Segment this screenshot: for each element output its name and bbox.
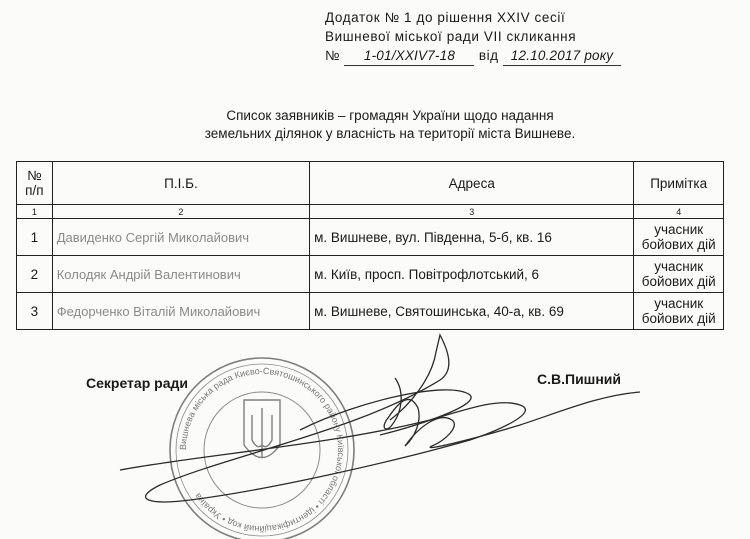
number-prefix: № [325, 48, 341, 63]
decision-date: 12.10.2017 року [503, 46, 621, 66]
decision-number: 1-01/XXIV7-18 [344, 46, 474, 66]
row-name: Давиденко Сергій Миколайович [52, 219, 309, 256]
title-line-1: Список заявників – громадян України щодо надання [226, 108, 554, 123]
signer-name: С.В.Пишний [537, 371, 622, 387]
row-address: м. Київ, просп. Повітрофлотський, 6 [310, 256, 634, 293]
row-note: учасник бойових дій [634, 293, 724, 330]
date-prefix: від [478, 48, 499, 63]
col-number-2: 2 [52, 205, 309, 219]
row-name: Колодяк Андрій Валентинович [52, 256, 309, 293]
secretary-label: Секретар ради [86, 375, 188, 391]
row-address: м. Вишневе, Святошинська, 40-а, кв. 69 [310, 293, 634, 330]
row-number: 3 [17, 293, 53, 330]
title-line-2: земельних ділянок у власність на території міста Вишневе. [204, 126, 576, 141]
row-number: 2 [17, 256, 53, 293]
header-line-1: Додаток № 1 до рішення XXIV сесії [325, 10, 566, 25]
col-number-4: 4 [634, 205, 724, 219]
col-number-3: 3 [310, 205, 634, 219]
row-address: м. Вишневе, вул. Південна, 5-б, кв. 16 [310, 219, 634, 256]
official-seal [170, 358, 354, 539]
row-note: учасник бойових дій [634, 219, 724, 256]
col-number-1: 1 [17, 205, 53, 219]
header-name: П.І.Б. [52, 162, 309, 205]
row-note: учасник бойових дій [634, 256, 724, 293]
row-name: Федорченко Віталій Миколайович [52, 293, 309, 330]
header-note: Примітка [634, 162, 724, 205]
header-number: № п/п [17, 162, 53, 205]
seal-ring-textpath: Вишнева міська рада Києво-Святошинського району Київської області • ідентифікаційний код • Україна [177, 365, 347, 535]
header-line-2: Вишневої міської ради VII скликання [325, 29, 577, 44]
header-address: Адреса [310, 162, 634, 205]
row-number: 1 [17, 219, 53, 256]
handwritten-signature [120, 335, 640, 502]
